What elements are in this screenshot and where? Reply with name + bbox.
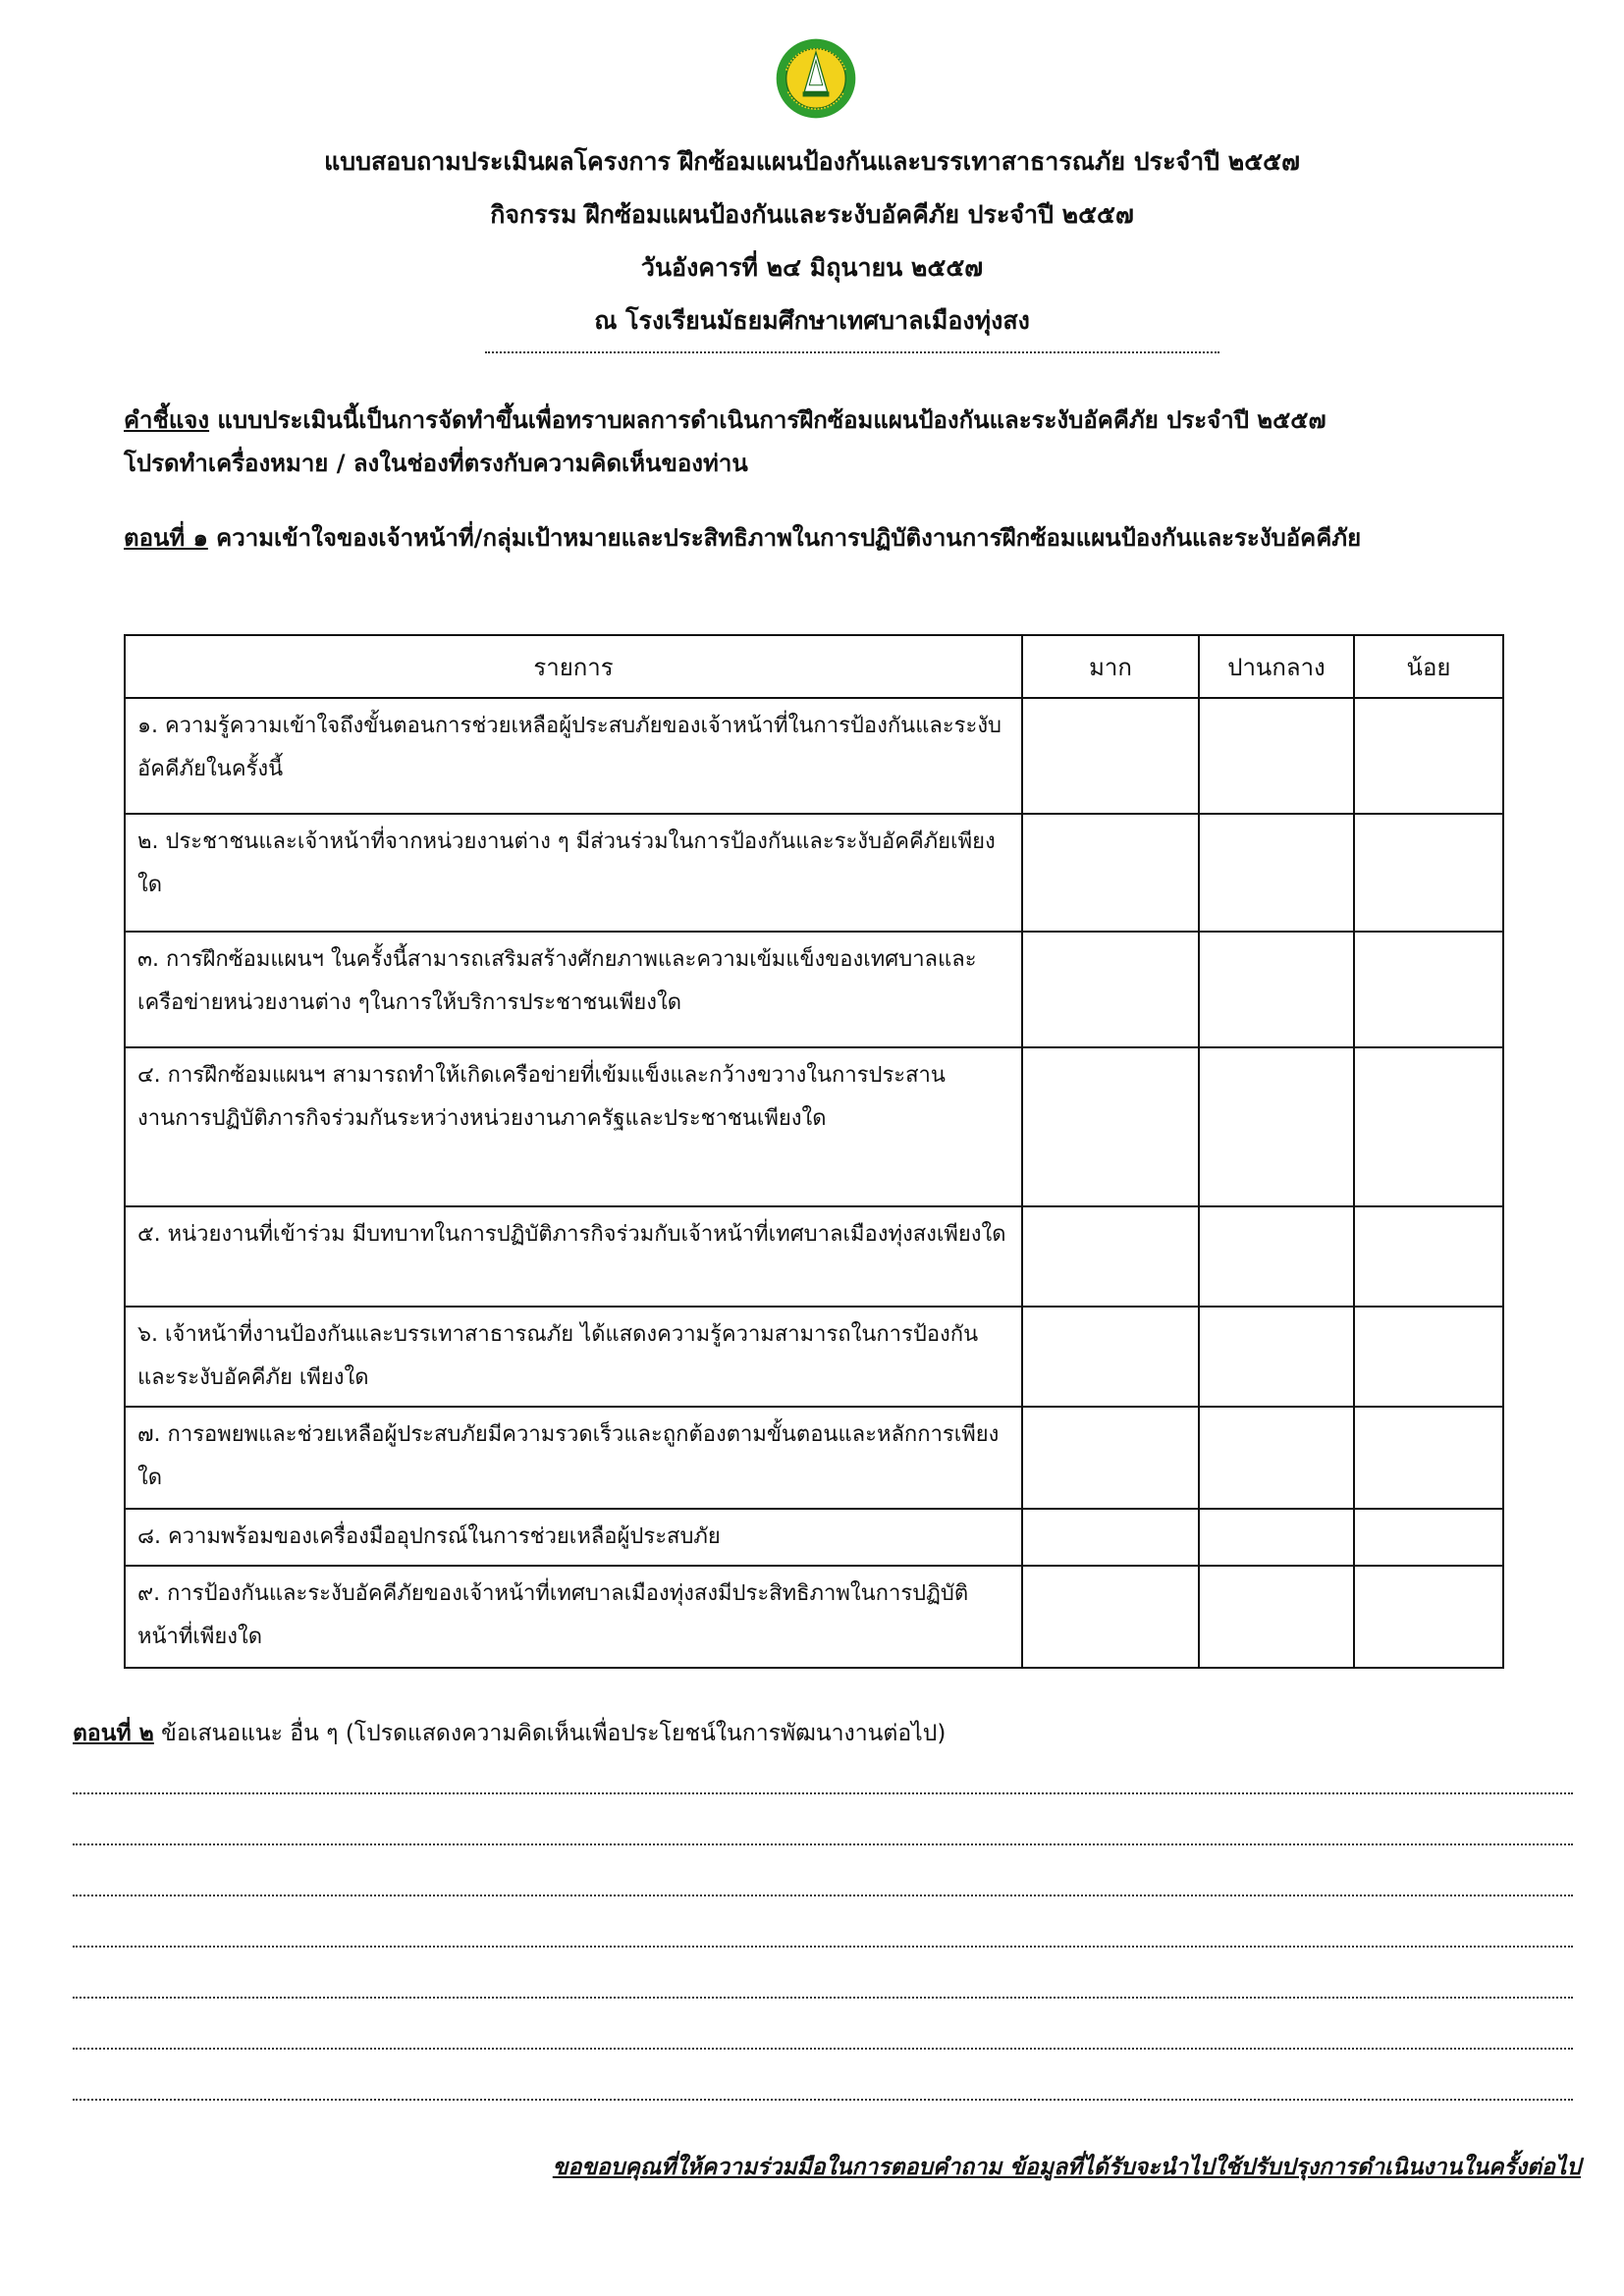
comment-line[interactable]	[73, 1843, 1573, 1845]
instructions-line-2: โปรดทำเครื่องหมาย / ลงในช่องที่ตรงกับความคิดเห็นของท่าน	[124, 450, 748, 477]
title-separator	[485, 351, 1219, 353]
rating-cell-medium[interactable]	[1199, 1047, 1354, 1206]
table-row	[125, 1307, 1503, 1407]
part2-label: ตอนที่ ๒	[73, 1721, 154, 1746]
rating-cell-low[interactable]	[1354, 1509, 1503, 1566]
instructions	[124, 399, 1575, 485]
table-row	[125, 1407, 1503, 1509]
rating-cell-high[interactable]	[1022, 1307, 1199, 1407]
rating-cell-medium[interactable]	[1199, 698, 1354, 814]
table-row	[125, 698, 1503, 814]
rating-cell-low[interactable]	[1354, 814, 1503, 932]
rating-cell-low[interactable]	[1354, 932, 1503, 1047]
closing-thanks: ขอขอบคุณที่ให้ความร่วมมือในการตอบคำถาม ข้อมูลที่ได้รับจะนำไปใช้ปรับปรุงการดำเนินงานในครั้งต่อไป	[552, 2155, 1581, 2180]
rating-cell-low[interactable]	[1354, 1206, 1503, 1307]
title-line-4: ณ โรงเรียนมัธยมศึกษาเทศบาลเมืองทุ่งสง	[594, 306, 1030, 335]
comment-line[interactable]	[73, 2099, 1573, 2101]
row-item-text: ๒. ประชาชนและเจ้าหน้าที่จากหน่วยงานต่าง ๆ มีส่วนร่วมในการป้องกันและระงับอัคคีภัยเพียงใด	[125, 814, 1022, 932]
rating-cell-medium[interactable]	[1199, 1566, 1354, 1668]
comment-line[interactable]	[73, 1895, 1573, 1896]
rating-cell-low[interactable]	[1354, 1047, 1503, 1206]
header-low: น้อย	[1354, 635, 1503, 698]
rating-cell-high[interactable]	[1022, 1206, 1199, 1307]
row-item-text: ๘. ความพร้อมของเครื่องมืออุปกรณ์ในการช่วยเหลือผู้ประสบภัย	[125, 1509, 1022, 1566]
rating-cell-high[interactable]	[1022, 932, 1199, 1047]
row-item-text: ๕. หน่วยงานที่เข้าร่วม มีบทบาทในการปฏิบัติภารกิจร่วมกับเจ้าหน้าที่เทศบาลเมืองทุ่งสงเพียงใด	[125, 1206, 1022, 1307]
comment-line[interactable]	[73, 1792, 1573, 1794]
title-line-1: แบบสอบถามประเมินผลโครงการ ฝึกซ้อมแผนป้องกันและบรรเทาสาธารณภัย ประจำปี ๒๕๕๗	[324, 147, 1300, 176]
rating-cell-high[interactable]	[1022, 1047, 1199, 1206]
rating-cell-high[interactable]	[1022, 1509, 1199, 1566]
part2-heading	[73, 1716, 946, 1751]
evaluation-table	[124, 634, 1504, 1669]
row-item-text: ๖. เจ้าหน้าที่งานป้องกันและบรรเทาสาธารณภัย ได้แสดงความรู้ความสามารถในการป้องกันและระงับอัคคีภัย เพียงใด	[125, 1307, 1022, 1407]
instructions-label: คำชี้แจง	[124, 406, 210, 434]
rating-cell-high[interactable]	[1022, 814, 1199, 932]
rating-cell-high[interactable]	[1022, 1407, 1199, 1509]
table-row	[125, 1509, 1503, 1566]
comment-line[interactable]	[73, 1946, 1573, 1948]
rating-cell-high[interactable]	[1022, 698, 1199, 814]
header-high: มาก	[1022, 635, 1199, 698]
rating-cell-low[interactable]	[1354, 1566, 1503, 1668]
rating-cell-medium[interactable]	[1199, 932, 1354, 1047]
row-item-text: ๑. ความรู้ความเข้าใจถึงขั้นตอนการช่วยเหลือผู้ประสบภัยของเจ้าหน้าที่ในการป้องกันและระงับอัคคีภัยในครั้งนี้	[125, 698, 1022, 814]
table-row	[125, 814, 1503, 932]
rating-cell-medium[interactable]	[1199, 1509, 1354, 1566]
title-line-3: วันอังคารที่ ๒๔ มิถุนายน ๒๕๕๗	[640, 253, 984, 282]
title-line-2: กิจกรรม ฝึกซ้อมแผนป้องกันและระงับอัคคีภัย ประจำปี ๒๕๕๗	[490, 200, 1134, 229]
part1-heading	[124, 516, 1575, 560]
rating-cell-medium[interactable]	[1199, 1407, 1354, 1509]
row-item-text: ๗. การอพยพและช่วยเหลือผู้ประสบภัยมีความรวดเร็วและถูกต้องตามขั้นตอนและหลักการเพียงใด	[125, 1407, 1022, 1509]
municipality-seal-logo	[775, 37, 857, 120]
comment-line[interactable]	[73, 1997, 1573, 1999]
table-row	[125, 1566, 1503, 1668]
rating-cell-low[interactable]	[1354, 1407, 1503, 1509]
rating-cell-medium[interactable]	[1199, 1307, 1354, 1407]
rating-cell-medium[interactable]	[1199, 1206, 1354, 1307]
row-item-text: ๙. การป้องกันและระงับอัคคีภัยของเจ้าหน้าที่เทศบาลเมืองทุ่งสงมีประสิทธิภาพในการปฏิบัติหน้าที่เพียงใด	[125, 1566, 1022, 1668]
part1-text: ความเข้าใจของเจ้าหน้าที่/กลุ่มเป้าหมายและประสิทธิภาพในการปฏิบัติงานการฝึกซ้อมแผนป้องกันและระงับอัคคีภัย	[207, 524, 1362, 552]
header-item: รายการ	[125, 635, 1022, 698]
document-title-block	[0, 145, 1624, 357]
row-item-text: ๓. การฝึกซ้อมแผนฯ ในครั้งนี้สามารถเสริมสร้างศักยภาพและความเข้มแข็งของเทศบาลและเครือข่ายหน่วยงานต่าง ๆในการให้บริการประชาชนเพียงใด	[125, 932, 1022, 1047]
table-row	[125, 1206, 1503, 1307]
instructions-line-1	[124, 399, 1575, 442]
rating-cell-high[interactable]	[1022, 1566, 1199, 1668]
comment-line[interactable]	[73, 2048, 1573, 2050]
header-medium: ปานกลาง	[1199, 635, 1354, 698]
instructions-text: แบบประเมินนี้เป็นการจัดทำขึ้นเพื่อทราบผลการดำเนินการฝึกซ้อมแผนป้องกันและระงับอัคคีภัย ประจำปี ๒๕๕๗	[209, 406, 1326, 434]
rating-cell-low[interactable]	[1354, 1307, 1503, 1407]
rating-cell-low[interactable]	[1354, 698, 1503, 814]
table-header-row	[125, 635, 1503, 698]
table-row	[125, 932, 1503, 1047]
part2-text: ข้อเสนอแนะ อื่น ๆ (โปรดแสดงความคิดเห็นเพื่อประโยชน์ในการพัฒนางานต่อไป)	[153, 1721, 947, 1746]
table-row	[125, 1047, 1503, 1206]
part1-label: ตอนที่ ๑	[124, 524, 208, 552]
row-item-text: ๔. การฝึกซ้อมแผนฯ สามารถทำให้เกิดเครือข่ายที่เข้มแข็งและกว้างขวางในการประสานงานการปฏิบัติภารกิจร่วมกันระหว่างหน่วยงานภาครัฐและประชาชนเพียงใด	[125, 1047, 1022, 1206]
rating-cell-medium[interactable]	[1199, 814, 1354, 932]
